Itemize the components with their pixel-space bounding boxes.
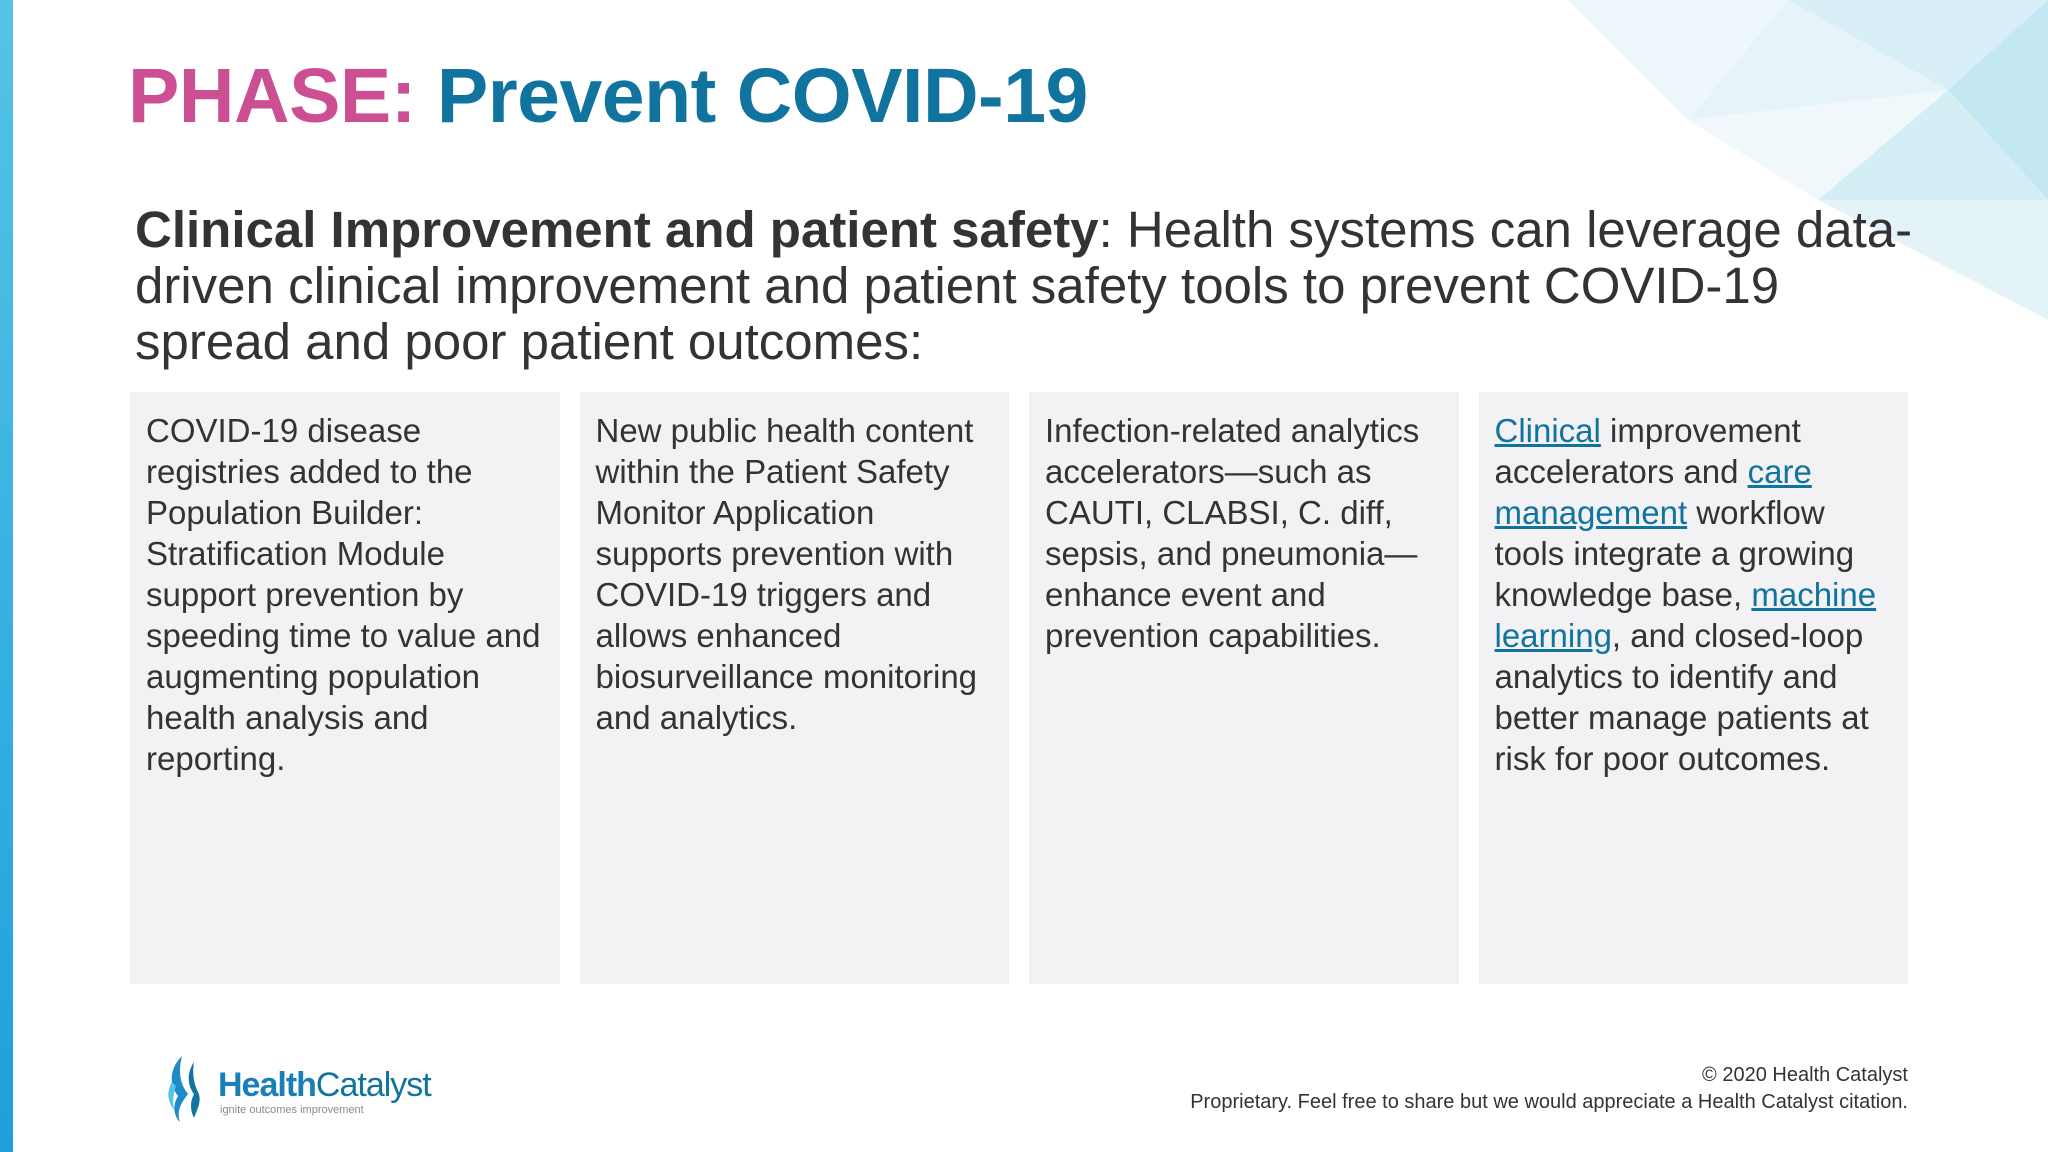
left-accent-bar: [0, 0, 13, 1152]
footer-note: Proprietary. Feel free to share but we would appreciate a Health Catalyst citation.: [1190, 1091, 1908, 1113]
logo-wordmark: [218, 1066, 431, 1105]
intro-text: : Health systems can leverage data-driven clinical improvement and patient safety tools to prevent COVID-19 spread and poor patient outcomes:: [135, 201, 1913, 370]
title-main: Prevent COVID-19: [415, 53, 1088, 139]
page-title: [128, 52, 1088, 141]
link-machine-learning[interactable]: machine learning: [1494, 576, 1877, 654]
title-phase: PHASE:: [128, 53, 416, 139]
flame-logo-icon: [160, 1052, 212, 1124]
link-clinical[interactable]: Clinical: [1494, 412, 1601, 449]
card-text: New public health content within the Patient Safety Monitor Application supports prevention with COVID-19 triggers and allows enhanced biosurveillance monitoring and analytics.: [595, 412, 978, 736]
card-text: Infection-related analytics accelerators—such as CAUTI, CLABSI, C. diff, sepsis, and pneumonia—enhance event and prevention capabilities.: [1045, 412, 1420, 654]
card-registries: [130, 392, 560, 984]
card-patient-safety: [580, 392, 1010, 984]
logo-tagline: ignite outcomes improvement: [220, 1104, 364, 1116]
card-text: improvement accelerators and: [1494, 412, 1801, 490]
card-text: , and closed-loop analytics to identify and better manage patients at risk for poor outcomes.: [1494, 617, 1869, 777]
logo-catalyst: Catalyst: [315, 1066, 431, 1104]
health-catalyst-logo: [160, 1052, 480, 1124]
link-care-management[interactable]: care management: [1494, 453, 1812, 531]
card-text: COVID-19 disease registries added to the Population Builder: Stratification Module support prevention by speeding time to value and augmenting population health analysis and reporting.: [146, 412, 541, 777]
intro-bold: Clinical Improvement and patient safety: [135, 201, 1099, 258]
logo-health: Health: [218, 1066, 316, 1104]
cards-row: [130, 392, 1908, 984]
footer-copyright: © 2020 Health Catalyst: [1702, 1064, 1908, 1086]
card-clinical-improvement: [1479, 392, 1909, 984]
card-infection-analytics: [1029, 392, 1459, 984]
intro-paragraph: [135, 202, 1915, 370]
card-text: workflow tools integrate a growing knowledge base,: [1494, 494, 1855, 613]
